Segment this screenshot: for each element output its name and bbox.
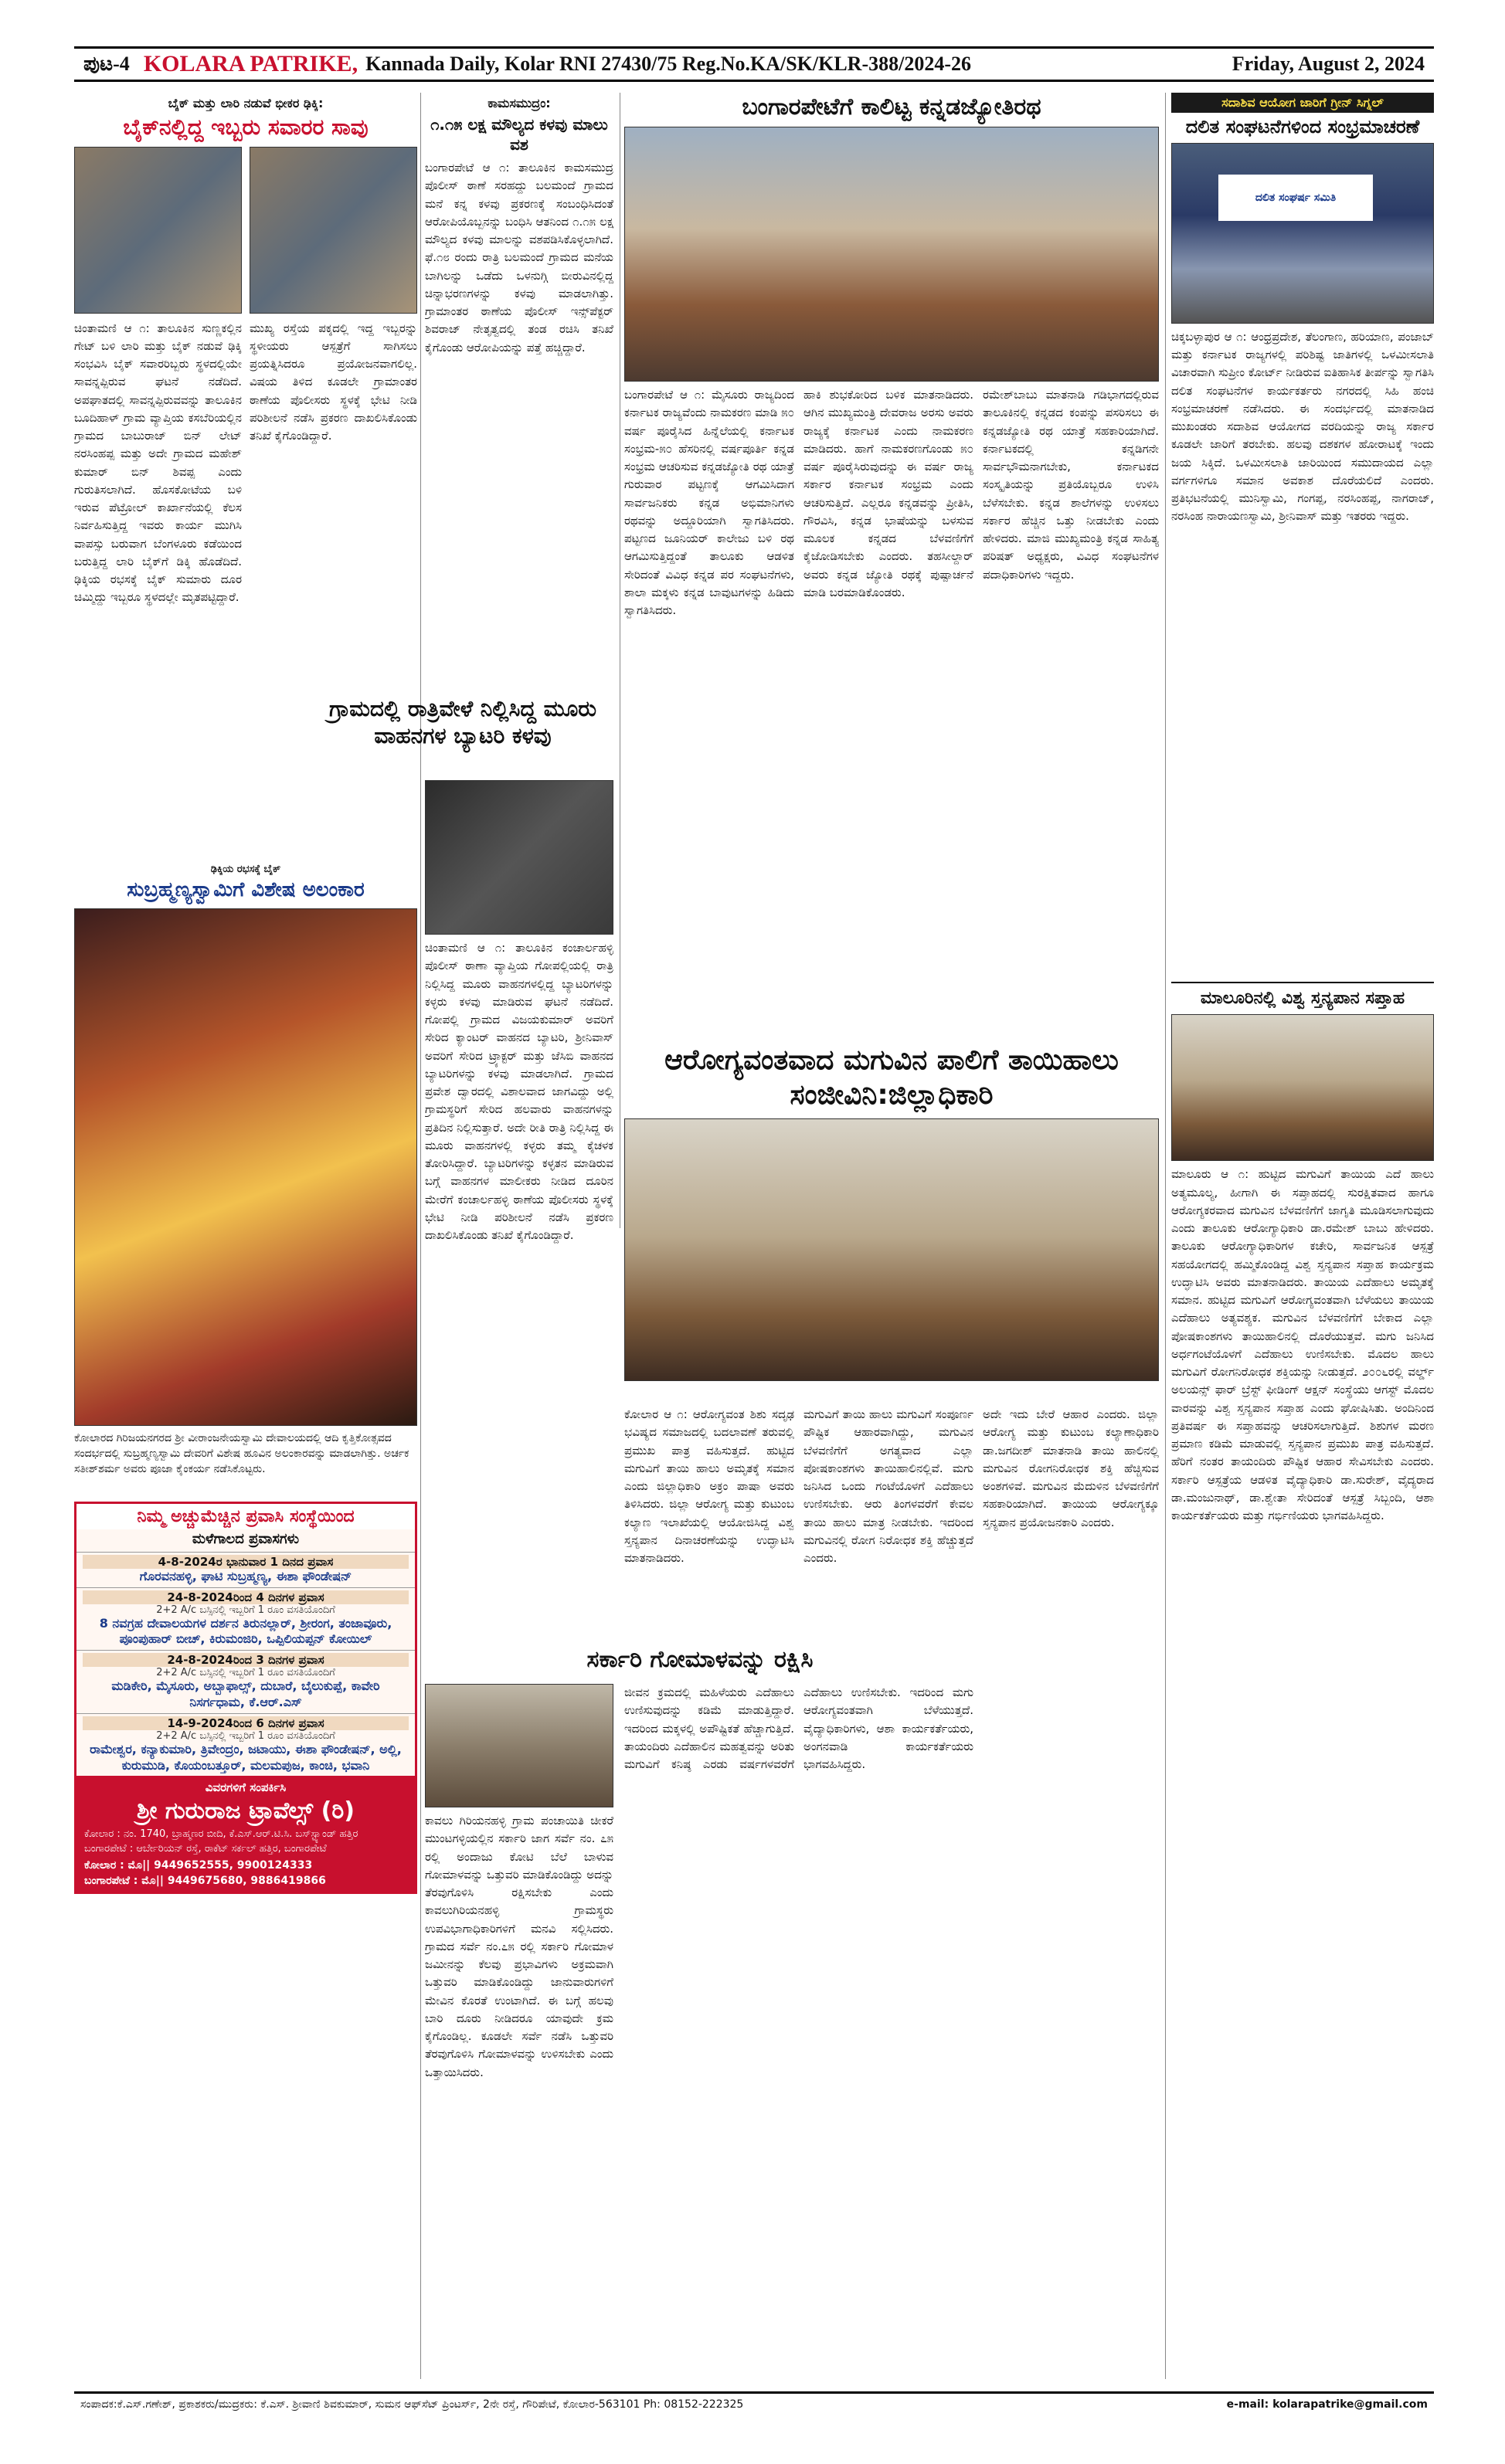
temple-headline: ಸುಬ್ರಹ್ಮಣ್ಯಸ್ವಾಮಿಗೆ ವಿಶೇಷ ಅಲಂಕಾರ [127, 877, 365, 901]
trip-date: 24-8-2024ರಿಂದ 4 ದಿನಗಳ ಪ್ರವಾಸ [83, 1590, 409, 1604]
accident-body-left: ಚಿಂತಾಮಣಿ ಆ ೧: ತಾಲೂಕಿನ ಸುಣ್ಣಕಲ್ಲಿನ ಗೇಟ್ ಬಳಿ ಲಾರಿ ಮತ್ತು ಬೈಕ್ ನಡುವೆ ಢಿಕ್ಕಿ ಸಂಭವಿಸಿ ಬೈಕ್ ಸವಾರರಿಬ್ಬರು ಸ್ಥಳದಲ್ಲಿಯೇ ಸಾವನ್ನಪ್ಪಿರುವ ಘಟನೆ ನಡೆದಿದೆ. ಅಪಘಾತದಲ್ಲಿ ಸಾವನ್ನಪ್ಪಿರುವವನ್ನು ತಾಲೂಕಿನ ಬೂದಿಹಾಳ್ ಗ್ರಾಮ ವ್ಯಾಪ್ತಿಯ ಕಸಬೆರಿಯಲ್ಲಿನ ಗ್ರಾಮದ ಬಾಬುರಾಜ್ ಬಿನ್ ಲೇಟ್ ನರಸಿಂಹಪ್ಪ ಮತ್ತು ಅದೇ ಗ್ರಾಮದ ಮಹೇಶ್ ಕುಮಾರ್ ಬಿನ್ ಶಿವಪ್ಪ ಎಂದು ಗುರುತಿಸಲಾಗಿದೆ. ಹೊಸಕೋಟೆಯ ಬಳಿ ಇರುವ ಪೆಟ್ರೋಲ್ ಕಾರ್ಖಾನೆಯಲ್ಲಿ ಕೆಲಸ ನಿರ್ವಹಿಸುತ್ತಿದ್ದ ಇವರು ಕಾರ್ಯ ಮುಗಿಸಿ ವಾಪಸ್ಸು ಬರುವಾಗ ಬೆಂಗಳೂರು ಕಡೆಯಿಂದ ಬರುತ್ತಿದ್ದ ಲಾರಿ ಬೈಕ್‌ಗೆ ಡಿಕ್ಕಿ ಹೊಡೆದಿದೆ. ಢಿಕ್ಕಿಯ ರಭಸಕ್ಕೆ ಬೈಕ್ ಸುಮಾರು ದೂರ ಚಿಮ್ಮಿದ್ದು ಇಬ್ಬರೂ ಸ್ಥಳದಲ್ಲೇ ಮೃತಪಟ್ಟಿದ್ದಾರೆ. [74, 321, 242, 605]
temple-caption: ಕೋಲಾರದ ಗಿರಿಜಯನಗರದ ಶ್ರೀ ವೀರಾಂಜನೇಯಸ್ವಾಮಿ ದೇವಾಲಯದಲ್ಲಿ ಆದಿ ಕೃತ್ತಿಕೋತ್ಸವದ ಸಂದರ್ಭದಲ್ಲಿ ಸುಬ್ರಹ್ಮಣ್ಯಸ್ವಾಮಿ ದೇವರಿಗೆ ವಿಶೇಷ ಹೂವಿನ ಅಲಂಕಾರವನ್ನು ಮಾಡಲಾಗಿತ್ತು. ಅರ್ಚಕ ಸತೀಶ್‌ಶರ್ಮ ಅವರು ಪೂಜಾ ಕೈಂಕರ್ಯ ನಡೆಸಿಕೊಟ್ಟರು. [74, 1431, 409, 1476]
breastfeeding-body-a: ಕೋಲಾರ ಆ ೧: ಆರೋಗ್ಯವಂತ ಶಿಶು ಸದೃಢ ಭವಿಷ್ಯದ ಸಮಾಜದಲ್ಲಿ ಬದಲಾವಣೆ ತರುವಲ್ಲಿ ಪ್ರಮುಖ ಪಾತ್ರ ವಹಿಸುತ್ತದೆ. ಹುಟ್ಟಿದ ಮಗುವಿಗೆ ತಾಯಿ ಹಾಲು ಅಮೃತಕ್ಕೆ ಸಮಾನ ಎಂದು ಜಿಲ್ಲಾಧಿಕಾರಿ ಅಕ್ರಂ ಪಾಷಾ ಅವರು ತಿಳಿಸಿದರು. ಜಿಲ್ಲಾ ಆರೋಗ್ಯ ಮತ್ತು ಕುಟುಂಬ ಕಲ್ಯಾಣ ಇಲಾಖೆಯಲ್ಲಿ ಆಯೋಜಿಸಿದ್ದ ವಿಶ್ವ ಸ್ತನ್ಯಪಾನ ದಿನಾಚರಣೆಯನ್ನು ಉದ್ಘಾಟಿಸಿ ಮಾತನಾಡಿದರು. [624, 1407, 794, 1565]
column-2 [425, 93, 613, 653]
battery-headline: ಗ್ರಾಮದಲ್ಲಿ ರಾತ್ರಿವೇಳೆ ನಿಲ್ಲಿಸಿದ್ದ ಮೂರು ವಾಹನಗಳ ಬ್ಯಾಟರಿ ಕಳವು [328, 696, 597, 748]
cow-shelter-body: ಕಾವಲು ಗಿರಿಯನಹಳ್ಳಿ ಗ್ರಾಮ ಪಂಚಾಯಿತಿ ಚೀಕರೆ ಮುಂಟಗಳ್ಳಿಯಲ್ಲಿನ ಸರ್ಕಾರಿ ಜಾಗ ಸರ್ವೆ ನಂ. ೭೫ ರಲ್ಲಿ ಅಂದಾಜು ಕೋಟಿ ಬೆಲೆ ಬಾಳುವ ಗೋಮಾಳವನ್ನು ಒತ್ತುವರಿ ಮಾಡಿಕೊಂಡಿದ್ದು ಅದನ್ನು ತೆರವುಗೊಳಿಸಿ ರಕ್ಷಿಸಬೇಕು ಎಂದು ಕಾವಲುಗಿರಿಯನಹಳ್ಳಿ ಗ್ರಾಮಸ್ಥರು ಉಪವಿಭಾಗಾಧಿಕಾರಿಗಳಿಗೆ ಮನವಿ ಸಲ್ಲಿಸಿದರು. ಗ್ರಾಮದ ಸರ್ವೆ ನಂ.೭೫ ರಲ್ಲಿ ಸರ್ಕಾರಿ ಗೋಮಾಳ ಜಮೀನನ್ನು ಕೆಲವು ಪ್ರಭಾವಿಗಳು ಅಕ್ರಮವಾಗಿ ಒತ್ತುವರಿ ಮಾಡಿಕೊಂಡಿದ್ದು ಜಾನುವಾರುಗಳಿಗೆ ಮೇವಿನ ಕೊರತೆ ಉಂಟಾಗಿದೆ. ಈ ಬಗ್ಗೆ ಹಲವು ಬಾರಿ ದೂರು ನೀಡಿದರೂ ಯಾವುದೇ ಕ್ರಮ ಕೈಗೊಂಡಿಲ್ಲ. ಕೂಡಲೇ ಸರ್ವೆ ನಡೆಸಿ ಒತ್ತುವರಿ ತೆರವುಗೊಳಿಸಿ ಗೋಮಾಳವನ್ನು ಉಳಿಸಬೇಕು ಎಂದು ಒತ್ತಾಯಿಸಿದರು. [425, 1814, 613, 2079]
ratha-body-a: ಬಂಗಾರಪೇಟೆ ಆ ೧: ಮೈಸೂರು ರಾಜ್ಯದಿಂದ ಕರ್ನಾಟಕ ರಾಜ್ಯವೆಂದು ನಾಮಕರಣ ಮಾಡಿ ೫೦ ವರ್ಷ ಪೂರೈಸಿದ ಹಿನ್ನೆಲೆಯಲ್ಲಿ ಕರ್ನಾಟಕ ಸಂಭ್ರಮ-೫೦ ಹೆಸರಿನಲ್ಲಿ ವರ್ಷಪೂರ್ತಿ ಕನ್ನಡ ಸಂಭ್ರಮ ಆಚರಿಸುವ ಕನ್ನಡಜ್ಯೋತಿ ರಥ ಯಾತ್ರೆ ಗುರುವಾರ ಪಟ್ಟಣಕ್ಕೆ ಆಗಮಿಸಿದಾಗ ಸಾರ್ವಜನಿಕರು ಕನ್ನಡ ಅಭಿಮಾನಿಗಳು ರಥವನ್ನು ಅದ್ದೂರಿಯಾಗಿ ಸ್ವಾಗತಿಸಿದರು. ಪಟ್ಟಣದ ಜೂನಿಯರ್ ಕಾಲೇಜು ಬಳಿ ರಥ ಆಗಮಿಸುತ್ತಿದ್ದಂತೆ ತಾಲೂಕು ಆಡಳಿತ ಸೇರಿದಂತೆ ವಿವಿಧ ಕನ್ನಡ ಪರ ಸಂಘಟನೆಗಳು, ಶಾಲಾ ಮಕ್ಕಳು ಕನ್ನಡ ಬಾವುಟಗಳನ್ನು ಹಿಡಿದು ಸ್ವಾಗತಿಸಿದರು. [624, 388, 794, 617]
battery-story [306, 695, 620, 749]
travel-ad [74, 1502, 417, 1894]
cow-shelter-body-2: ಜೀವನ ಕ್ರಮದಲ್ಲಿ ಮಹಿಳೆಯರು ಎದೆಹಾಲು ಉಣಿಸುವುದನ್ನು ಕಡಿಮೆ ಮಾಡುತ್ತಿದ್ದಾರೆ. ಇದರಿಂದ ಮಕ್ಕಳಲ್ಲಿ ಅಪೌಷ್ಟಿಕತೆ ಹೆಚ್ಚಾಗುತ್ತಿದೆ. ತಾಯಂದಿರು ಎದೆಹಾಲಿನ ಮಹತ್ವವನ್ನು ಅರಿತು ಮಗುವಿಗೆ ಕನಿಷ್ಠ ಎರಡು ವರ್ಷಗಳವರೆಗೆ ಎದೆಹಾಲು ಉಣಿಸಬೇಕು. ಇದರಿಂದ ಮಗು ಆರೋಗ್ಯವಂತವಾಗಿ ಬೆಳೆಯುತ್ತದೆ. ವೈದ್ಯಾಧಿಕಾರಿಗಳು, ಆಶಾ ಕಾರ್ಯಕರ್ತೆಯರು, ಅಂಗನವಾಡಿ ಕಾರ್ಯಕರ್ತೆಯರು ಭಾಗವಹಿಸಿದ್ದರು. [624, 1685, 973, 1771]
trip-note: 2+2 A/c ಬಸ್ಸಿನಲ್ಲಿ ಇಬ್ಬರಿಗೆ 1 ರೂಂ ವಸತಿಯೊಂದಿಗೆ [156, 1729, 335, 1742]
accident-body-right: ಮುಖ್ಯ ರಸ್ತೆಯ ಪಕ್ಕದಲ್ಲಿ ಇದ್ದ ಇಬ್ಬರನ್ನು ಸ್ಥಳೀಯರು ಆಸ್ಪತ್ರೆಗೆ ಸಾಗಿಸಲು ಪ್ರಯತ್ನಿಸಿದರೂ ಪ್ರಯೋಜನವಾಗಲಿಲ್ಲ. ವಿಷಯ ತಿಳಿದ ಕೂಡಲೇ ಗ್ರಾಮಾಂತರ ಠಾಣೆಯ ಪೊಲೀಸರು ಸ್ಥಳಕ್ಕೆ ಭೇಟಿ ನೀಡಿ ಪರಿಶೀಲನೆ ನಡೆಸಿ ಪ್ರಕರಣ ದಾಖಲಿಸಿಕೊಂಡು ತನಿಖೆ ಕೈಗೊಂಡಿದ್ದಾರೆ. [250, 321, 417, 443]
bf-week-photo [1171, 1014, 1434, 1161]
newspaper-brand: KOLARA PATRIKE, [143, 51, 358, 76]
accident-headline: ಬೈಕ್‌ನಲ್ಲಿದ್ದ ಇಬ್ಬರು ಸವಾರರ ಸಾವು [123, 114, 369, 140]
travel-ad-title: ನಿಮ್ಮ ಅಚ್ಚುಮೆಚ್ಚಿನ ಪ್ರವಾಸಿ ಸಂಸ್ಥೆಯಿಂದ [76, 1504, 415, 1529]
dalit-headline: ದಲಿತ ಸಂಘಟನೆಗಳಿಂದ ಸಂಭ್ರಮಾಚರಣೆ [1185, 116, 1420, 137]
bf-body-a-wrap [624, 1406, 794, 1638]
breastfeeding-photo [624, 1118, 1159, 1381]
vehicle-photo [425, 780, 613, 935]
cow-shelter-headline: ಸರ್ಕಾರಿ ಗೋಮಾಳವನ್ನು ರಕ್ಷಿಸಿ [586, 1646, 814, 1673]
trip-date: 24-8-2024ರಿಂದ 3 ದಿನಗಳ ಪ್ರವಾಸ [83, 1653, 409, 1667]
page-number: ಪುಟ-4 [83, 52, 130, 75]
masthead [74, 46, 1434, 82]
bf-week-body: ಮಾಲೂರು ಆ ೧: ಹುಟ್ಟಿದ ಮಗುವಿಗೆ ತಾಯಿಯ ಎದೆ ಹಾಲು ಅತ್ಯಮೂಲ್ಯ, ಹೀಗಾಗಿ ಈ ಸಪ್ತಾಹದಲ್ಲಿ ಸುರಕ್ಷಿತವಾದ ಹಾಗೂ ಆರೋಗ್ಯಕರವಾದ ಮಗುವಿನ ಬೆಳವಣಿಗೆಗೆ ಜಾಗೃತಿ ಮೂಡಿಸಲಾಗುವುದು ಎಂದು ತಾಲೂಕು ಆರೋಗ್ಯಾಧಿಕಾರಿ ಡಾ.ರಮೇಶ್ ಬಾಬು ಹೇಳಿದರು. ತಾಲೂಕು ಆರೋಗ್ಯಾಧಿಕಾರಿಗಳ ಕಚೇರಿ, ಸಾರ್ವಜನಿಕ ಆಸ್ಪತ್ರೆ ಸಹಯೋಗದಲ್ಲಿ ಹಮ್ಮಿಕೊಂಡಿದ್ದ ವಿಶ್ವ ಸ್ತನ್ಯಪಾನ ಸಪ್ತಾಹ ಕಾರ್ಯಕ್ರಮ ಉದ್ಘಾಟಿಸಿ ಅವರು ಮಾತನಾಡಿದರು. ತಾಯಿಯ ಎದೆಹಾಲು ಅಮೃತಕ್ಕೆ ಸಮಾನ. ಹುಟ್ಟಿದ ಮಗುವಿಗೆ ಆರೋಗ್ಯವಂತವಾಗಿ ಬೆಳೆಯಲು ತಾಯಿಯ ಎದೆಹಾಲು ಅತ್ಯವಶ್ಯಕ. ಮಗುವಿನ ಬೆಳವಣಿಗೆಗೆ ಬೇಕಾದ ಎಲ್ಲಾ ಪೋಷಕಾಂಶಗಳು ತಾಯಿಹಾಲಿನಲ್ಲಿ ದೊರೆಯುತ್ತವೆ. ಮಗು ಜನಿಸಿದ ಅರ್ಧಗಂಟೆಯೊಳಗೆ ಎದೆಹಾಲು ಉಣಿಸಬೇಕು. ಮೊದಲ ಹಾಲು ಮಗುವಿಗೆ ರೋಗನಿರೋಧಕ ಶಕ್ತಿಯನ್ನು ನೀಡುತ್ತದೆ. ೨೦೦೬ರಲ್ಲಿ ವರ್ಲ್ಡ್ ಅಲಯನ್ಸ್ ಫಾರ್ ಬ್ರೆಸ್ಟ್ ಫೀಡಿಂಗ್ ಆಕ್ಷನ್ ಸಂಸ್ಥೆಯು ಆಗಸ್ಟ್ ಮೊದಲ ವಾರವನ್ನು ವಿಶ್ವ ಸ್ತನ್ಯಪಾನ ಸಪ್ತಾಹ ಎಂದು ಘೋಷಿಸಿತು. ಅಂದಿನಿಂದ ಪ್ರತಿವರ್ಷ ಈ ಸಪ್ತಾಹವನ್ನು ಆಚರಿಸಲಾಗುತ್ತಿದೆ. ಶಿಶುಗಳ ಮರಣ ಪ್ರಮಾಣ ಕಡಿಮೆ ಮಾಡುವಲ್ಲಿ ಸ್ತನ್ಯಪಾನ ಪ್ರಮುಖ ಪಾತ್ರ ವಹಿಸುತ್ತದೆ. ಹೆರಿಗೆ ನಂತರ ತಾಯಂದಿರು ಪೌಷ್ಟಿಕ ಆಹಾರ ಸೇವಿಸಬೇಕು ಎಂದರು. ಸರ್ಕಾರಿ ಆಸ್ಪತ್ರೆಯ ಆಡಳಿತ ವೈದ್ಯಾಧಿಕಾರಿ ಡಾ.ಸುರೇಶ್, ವೈದ್ಯರಾದ ಡಾ.ಮಂಜುನಾಥ್, ಡಾ.ಶ್ವೇತಾ ಸೇರಿದಂತೆ ಆಸ್ಪತ್ರೆ ಸಿಬ್ಬಂದಿ, ಆಶಾ ಕಾರ್ಯಕರ್ತೆಯರು ಮತ್ತು ಗರ್ಭಿಣಿಯರು ಭಾಗವಹಿಸಿದ್ದರು. [1171, 1167, 1434, 1523]
publisher-info: ಸಂಪಾದಕ:ಕೆ.ಎಸ್.ಗಣೇಶ್, ಪ್ರಕಾಶಕರು/ಮುದ್ರಕರು: ಕೆ.ಎಸ್. ಶ್ರೀವಾಣಿ ಶಿವಕುಮಾರ್, ಸುಮನ ಆಫ್‌ಸೆಟ್ ಪ್ರಿಂಟರ್ಸ್, 2ನೇ ರಸ್ತೆ, ಗೌರಿಪೇಟೆ, ಕೋಲಾರ-563101 Ph: 08152-222325 [80, 2398, 744, 2411]
ratha-headline: ಬಂಗಾರಪೇಟೆಗೆ ಕಾಲಿಟ್ಟ ಕನ್ನಡಜ್ಯೋತಿರಥ [742, 93, 1041, 120]
breastfeeding-story [624, 1043, 1159, 1381]
trip-places: ಗೊರವನಹಳ್ಳಿ, ಘಾಟಿ ಸುಬ್ರಹ್ಮಣ್ಯ, ಈಶಾ ಫೌಂಡೇಷನ್ [139, 1568, 352, 1583]
ratha-body-b: ಹಾಕಿ ಶುಭಕೋರಿದ ಬಳಿಕ ಮಾತನಾಡಿದರು. ಆಗಿನ ಮುಖ್ಯಮಂತ್ರಿ ದೇವರಾಜ ಅರಸು ಅವರು ರಾಜ್ಯಕ್ಕೆ ಕರ್ನಾಟಕ ಎಂದು ನಾಮಕರಣ ಮಾಡಿದರು. ಹಾಗೆ ನಾಮಕರಣಗೊಂಡು ೫೦ ವರ್ಷ ಪೂರೈಸಿರುವುದನ್ನು ಈ ವರ್ಷ ರಾಜ್ಯ ಸರ್ಕಾರ ಕರ್ನಾಟಕ ಸಂಭ್ರಮ ಎಂದು ಆಚರಿಸುತ್ತಿದೆ. ಎಲ್ಲರೂ ಕನ್ನಡವನ್ನು ಪ್ರೀತಿಸಿ, ಗೌರವಿಸಿ, ಕನ್ನಡ ಭಾಷೆಯನ್ನು ಬಳಸುವ ಮೂಲಕ ಕನ್ನಡದ ಬೆಳವಣಿಗೆಗೆ ಕೈಜೋಡಿಸಬೇಕು ಎಂದರು. ತಹಸೀಲ್ದಾರ್ ಅವರು ಕನ್ನಡ ಜ್ಯೋತಿ ರಥಕ್ಕೆ ಪುಷ್ಪಾರ್ಚನೆ ಮಾಡಿ ಬರಮಾಡಿಕೊಂಡರು. [803, 388, 973, 599]
ratha-body-c: ರಮೇಶ್‌ಬಾಬು ಮಾತನಾಡಿ ಗಡಿಭಾಗದಲ್ಲಿರುವ ತಾಲೂಕಿನಲ್ಲಿ ಕನ್ನಡದ ಕಂಪನ್ನು ಪಸರಿಸಲು ಈ ಕನ್ನಡಜ್ಯೋತಿ ರಥ ಯಾತ್ರೆ ಸಹಕಾರಿಯಾಗಿದೆ. ಕರ್ನಾಟಕದಲ್ಲಿ ಕನ್ನಡಿಗನೇ ಸಾರ್ವಭೌಮನಾಗಬೇಕು, ಕರ್ನಾಟಕದ ಸಂಸ್ಕೃತಿಯನ್ನು ಪ್ರತಿಯೊಬ್ಬರೂ ಉಳಿಸಿ ಬೆಳೆಸಬೇಕು. ಕನ್ನಡ ಶಾಲೆಗಳನ್ನು ಉಳಿಸಲು ಸರ್ಕಾರ ಹೆಚ್ಚಿನ ಒತ್ತು ನೀಡಬೇಕು ಎಂದು ಹೇಳಿದರು. ಮಾಜಿ ಮುಖ್ಯಮಂತ್ರಿ ಕನ್ನಡ ಸಾಹಿತ್ಯ ಪರಿಷತ್ ಅಧ್ಯಕ್ಷರು, ವಿವಿಧ ಸಂಘಟನೆಗಳ ಪದಾಧಿಕಾರಿಗಳು ಇದ್ದರು. [983, 388, 1159, 582]
trip-places: ಮಡಿಕೇರಿ, ಮೈಸೂರು, ಅಬ್ಬಾಫಾಲ್ಸ್, ದುಬಾರೆ, ಬೈಲುಕುಪ್ಪೆ, ಕಾವೇರಿ ನಿಸರ್ಗಧಾಮ, ಕೆ.ಆರ್.ಎಸ್ [111, 1678, 380, 1709]
trip-places: ರಾಮೇಶ್ವರ, ಕನ್ಯಾಕುಮಾರಿ, ತ್ರಿವೇಂದ್ರಂ, ಜಟಾಯು, ಈಶಾ ಫೌಂಡೇಷನ್, ಅಲ್ಲಿ, ಕುರುಮುಡಿ, ಕೊಯಂಬತ್ತೂರ್, ಮಲಮಪುಜ, ಕಾಂಚಿ, ಭವಾನಿ [90, 1741, 402, 1773]
column-4 [1171, 93, 1434, 2371]
trip-2 [76, 1587, 415, 1651]
trip-places: 8 ನವಗ್ರಹ ದೇವಾಲಯಗಳ ದರ್ಶನ ತಿರುನಲ್ಲಾರ್, ಶ್ರೀರಂಗ, ತಂಜಾವೂರು, ಪೂಂಪುಹಾರ್ ಬೀಚ್, ಕಿರುಮಂಜಿರಿ, ಒಪ್ಪಿಲಿಯಪ್ಪನ್ ಕೋಯಿಲ್ [99, 1615, 392, 1647]
newspaper-page [74, 46, 1434, 2416]
column-3 [624, 93, 1159, 382]
breastfeeding-body-b: ಮಗುವಿಗೆ ತಾಯಿ ಹಾಲು ಮಗುವಿಗೆ ಸಂಪೂರ್ಣ ಪೌಷ್ಟಿಕ ಆಹಾರವಾಗಿದ್ದು, ಮಗುವಿನ ಬೆಳವಣಿಗೆಗೆ ಅಗತ್ಯವಾದ ಎಲ್ಲಾ ಪೋಷಕಾಂಶಗಳು ತಾಯಿಹಾಲಿನಲ್ಲಿವೆ. ಮಗು ಜನಿಸಿದ ಒಂದು ಗಂಟೆಯೊಳಗೆ ಎದೆಹಾಲು ಉಣಿಸಬೇಕು. ಆರು ತಿಂಗಳವರೆಗೆ ಕೇವಲ ತಾಯಿ ಹಾಲು ಮಾತ್ರ ನೀಡಬೇಕು. ಇದರಿಂದ ಮಗುವಿನಲ್ಲಿ ರೋಗ ನಿರೋಧಕ ಶಕ್ತಿ ಹೆಚ್ಚುತ್ತದೆ ಎಂದರು. [803, 1407, 973, 1565]
battery-story-body [425, 780, 613, 1835]
dalit-rally-photo [1171, 143, 1434, 324]
theft-kicker: ಕಾಮಸಮುದ್ರಂ: [488, 96, 551, 110]
rally-banner: ದಲಿತ ಸಂಘರ್ಷ ಸಮಿತಿ [1218, 175, 1373, 221]
victim-photo-2 [250, 147, 417, 314]
trip-1 [76, 1552, 415, 1587]
agency-name: ಶ್ರೀ ಗುರುರಾಜ ಟ್ರಾವೆಲ್ಸ್ (ರಿ) [137, 1797, 355, 1825]
bf-week-headline: ಮಾಲೂರಿನಲ್ಲಿ ವಿಶ್ವ ಸ್ತನ್ಯಪಾನ ಸಪ್ತಾಹ [1200, 988, 1405, 1008]
ratha-body-c-wrap [983, 386, 1159, 1035]
footer [74, 2391, 1434, 2415]
breastfeeding-headline: ಆರೋಗ್ಯವಂತವಾದ ಮಗುವಿನ ಪಾಲಿಗೆ ತಾಯಿಹಾಲು ಸಂಜೀವಿನಿ:ಜಿಲ್ಲಾಧಿಕಾರಿ [664, 1044, 1119, 1111]
agency-block [76, 1776, 415, 1891]
agency-phone-bangarapet: ಬಂಗಾರಪೇಟೆ : ಮೊ|| 9449675680, 9886419866 [84, 1874, 326, 1887]
trip-date: 4-8-2024ರ ಭಾನುವಾರ 1 ದಿನದ ಪ್ರವಾಸ [83, 1555, 409, 1569]
trip-note: 2+2 A/c ಬಸ್ಸಿನಲ್ಲಿ ಇಬ್ಬರಿಗೆ 1 ರೂಂ ವಸತಿಯೊಂದಿಗೆ [156, 1604, 335, 1616]
breastfeeding-body-c: ಅದೇ ಇದು ಬೇರೆ ಆಹಾರ ಎಂದರು. ಜಿಲ್ಲಾ ಆರೋಗ್ಯ ಮತ್ತು ಕುಟುಂಬ ಕಲ್ಯಾಣಾಧಿಕಾರಿ ಡಾ.ಜಗದೀಶ್ ಮಾತನಾಡಿ ತಾಯಿ ಹಾಲಿನಲ್ಲಿ ಮಗುವಿನ ರೋಗನಿರೋಧಕ ಶಕ್ತಿ ಹೆಚ್ಚಿಸುವ ಅಂಶಗಳಿವೆ. ಮಗುವಿನ ಮೆದುಳಿನ ಬೆಳವಣಿಗೆಗೆ ಸಹಕಾರಿಯಾಗಿದೆ. ತಾಯಿಯ ಆರೋಗ್ಯಕ್ಕೂ ಸ್ತನ್ಯಪಾನ ಪ್ರಯೋಜನಕಾರಿ ಎಂದರು. [983, 1407, 1159, 1529]
theft-headline: ೧.೧೫ ಲಕ್ಷ ಮೌಲ್ಯದ ಕಳವು ಮಾಲು ವಶ [430, 115, 608, 154]
travel-ad-subtitle: ಮಳೆಗಾಲದ ಪ್ರವಾಸಗಳು [192, 1530, 300, 1547]
ratha-body-b-wrap [803, 386, 973, 1035]
issue-date: Friday, August 2, 2024 [1232, 53, 1425, 75]
accident-kicker: ಬೈಕ್ ಮತ್ತು ಲಾರಿ ನಡುವೆ ಭೀಕರ ಢಿಕ್ಕಿ: [168, 96, 324, 110]
cow-shelter-story [425, 1645, 975, 1675]
registration-info: Kannada Daily, Kolar RNI 27430/75 Reg.No.KA/SK/KLR-388/2024-26 [365, 53, 971, 75]
battery-body: ಚಿಂತಾಮಣಿ ಆ ೧: ತಾಲೂಕಿನ ಕಂಚಾರ್ಲಹಳ್ಳಿ ಪೊಲೀಸ್ ಠಾಣಾ ವ್ಯಾಪ್ತಿಯ ಗೋಪಲ್ಲಿಯಲ್ಲಿ ರಾತ್ರಿ ನಿಲ್ಲಿಸಿದ್ದ ಮೂರು ವಾಹನಗಳಲ್ಲಿದ್ದ ಬ್ಯಾಟರಿಗಳನ್ನು ಕಳ್ಳರು ಕಳವು ಮಾಡಿರುವ ಘಟನೆ ನಡೆದಿದೆ. ಗೋಪಲ್ಲಿ ಗ್ರಾಮದ ವಿಜಯಕುಮಾರ್ ಅವರಿಗೆ ಸೇರಿದ ಕ್ಯಾಂಟರ್ ವಾಹನದ ಬ್ಯಾಟರಿ, ಶ್ರೀನಿವಾಸ್ ಅವರಿಗೆ ಸೇರಿದ ಟ್ರ್ಯಾಕ್ಟರ್ ಮತ್ತು ಜೆಸಿಬಿ ವಾಹನದ ಬ್ಯಾಟರಿಗಳನ್ನು ಕಳವು ಮಾಡಲಾಗಿದೆ. ಗ್ರಾಮದ ಪ್ರವೇಶ ದ್ವಾರದಲ್ಲಿ ವಿಶಾಲವಾದ ಜಾಗವಿದ್ದು ಅಲ್ಲಿ ಗ್ರಾಮಸ್ಥರಿಗೆ ಸೇರಿದ ಹಲವಾರು ವಾಹನಗಳನ್ನು ಪ್ರತಿದಿನ ನಿಲ್ಲಿಸುತ್ತಾರೆ. ಅದೇ ರೀತಿ ರಾತ್ರಿ ನಿಲ್ಲಿಸಿದ್ದ ಈ ಮೂರು ವಾಹನಗಳಲ್ಲಿ ಕಳ್ಳರು ತಮ್ಮ ಕೈಚಳಕ ತೋರಿಸಿದ್ದಾರೆ. ಬ್ಯಾಟರಿಗಳನ್ನು ಕಳ್ಳತನ ಮಾಡಿರುವ ಬಗ್ಗೆ ವಾಹನಗಳ ಮಾಲೀಕರು ನೀಡಿದ ದೂರಿನ ಮೇರೆಗೆ ಕಂಚಾರ್ಲಹಳ್ಳಿ ಠಾಣೆಯ ಪೊಲೀಸರು ಸ್ಥಳಕ್ಕೆ ಭೇಟಿ ನೀಡಿ ಪರಿಶೀಲನೆ ನಡೆಸಿ ಪ್ರಕರಣ ದಾಖಲಿಸಿಕೊಂಡು ತನಿಖೆ ಕೈಗೊಂಡಿದ್ದಾರೆ. [425, 941, 613, 1242]
deity-photo [74, 908, 417, 1426]
dalit-body: ಚಿಕ್ಕಬಳ್ಳಾಪುರ ಆ ೧: ಆಂಧ್ರಪ್ರದೇಶ, ತೆಲಂಗಾಣ, ಹರಿಯಾಣ, ಪಂಜಾಬ್ ಮತ್ತು ಕರ್ನಾಟಕ ರಾಜ್ಯಗಳಲ್ಲಿ ಪರಿಶಿಷ್ಟ ಜಾತಿಗಳಲ್ಲಿ ಒಳಮೀಸಲಾತಿ ವಿಚಾರವಾಗಿ ಸುಪ್ರೀಂ ಕೋರ್ಟ್ ನೀಡಿರುವ ಐತಿಹಾಸಿಕ ತೀರ್ಪನ್ನು ಸ್ವಾಗತಿಸಿ ದಲಿತ ಸಂಘಟನೆಗಳ ಕಾರ್ಯಕರ್ತರು ನಗರದಲ್ಲಿ ಸಿಹಿ ಹಂಚಿ ಸಂಭ್ರಮಾಚರಣೆ ನಡೆಸಿದರು. ಈ ಸಂದರ್ಭದಲ್ಲಿ ಮಾತನಾಡಿದ ಮುಖಂಡರು ಸದಾಶಿವ ಆಯೋಗದ ವರದಿಯನ್ನು ರಾಜ್ಯ ಸರ್ಕಾರ ಕೂಡಲೇ ಜಾರಿಗೆ ತರಬೇಕು. ಹಲವು ದಶಕಗಳ ಹೋರಾಟಕ್ಕೆ ಇಂದು ಜಯ ಸಿಕ್ಕಿದೆ. ಒಳಮೀಸಲಾತಿ ಜಾರಿಯಿಂದ ಸಮುದಾಯದ ಎಲ್ಲಾ ವರ್ಗಗಳಿಗೂ ಸಮಾನ ಅವಕಾಶ ದೊರೆಯಲಿದೆ ಎಂದರು. ಪ್ರತಿಭಟನೆಯಲ್ಲಿ ಮುನಿಸ್ವಾಮಿ, ಗಂಗಪ್ಪ, ನರಸಿಂಹಪ್ಪ, ನಾಗರಾಜ್, ನರಸಿಂಹ ನಾರಾಯಣಸ್ವಾಮಿ, ಶ್ರೀನಿವಾಸ್ ಮತ್ತು ಇತರರು ಇದ್ದರು. [1171, 329, 1434, 524]
ratha-photo [624, 127, 1159, 382]
column-1 [74, 93, 417, 1894]
trip-date: 14-9-2024ರಿಂದ 6 ದಿನಗಳ ಪ್ರವಾಸ [83, 1716, 409, 1730]
memorandum-photo [425, 1684, 613, 1807]
victim-photo-1 [74, 147, 242, 314]
agency-phone-kolar: ಕೋಲಾರ : ಮೊ|| 9449652555, 9900124333 [84, 1858, 313, 1872]
trip-3 [76, 1650, 415, 1713]
contact-label: ವಿವರಗಳಿಗೆ ಸಂಪರ್ಕಿಸಿ [205, 1780, 287, 1795]
cow-shelter-extra [624, 1684, 973, 2364]
trip-note: 2+2 A/c ಬಸ್ಸಿನಲ್ಲಿ ಇಬ್ಬರಿಗೆ 1 ರೂಂ ವಸತಿಯೊಂದಿಗೆ [156, 1667, 335, 1679]
theft-body: ಬಂಗಾರಪೇಟೆ ಆ ೧: ತಾಲೂಕಿನ ಕಾಮಸಮುದ್ರ ಪೊಲೀಸ್ ಠಾಣೆ ಸರಹದ್ದು ಬಲಮಂದೆ ಗ್ರಾಮದ ಮನೆ ಕನ್ನ ಕಳವು ಪ್ರಕರಣಕ್ಕೆ ಸಂಬಂಧಿಸಿದಂತೆ ಆರೋಪಿಯೊಬ್ಬನನ್ನು ಬಂಧಿಸಿ ಆತನಿಂದ ೧.೧೫ ಲಕ್ಷ ಮೌಲ್ಯದ ಕಳವು ಮಾಲನ್ನು ವಶಪಡಿಸಿಕೊಳ್ಳಲಾಗಿದೆ. ಫೆ.೧೮ ರಂದು ರಾತ್ರಿ ಬಲಮಂದೆ ಗ್ರಾಮದ ಮನೆಯ ಬಾಗಿಲನ್ನು ಒಡೆದು ಒಳನುಗ್ಗಿ ಬೀರುವಿನಲ್ಲಿದ್ದ ಚಿನ್ನಾಭರಣಗಳನ್ನು ಕಳವು ಮಾಡಲಾಗಿತ್ತು. ಗ್ರಾಮಾಂತರ ಠಾಣೆಯ ಪೊಲೀಸ್ ಇನ್ಸ್‌ಪೆಕ್ಟರ್ ಶಿವರಾಜ್ ನೇತೃತ್ವದಲ್ಲಿ ತಂಡ ರಚಿಸಿ ತನಿಖೆ ಕೈಗೊಂಡು ಆರೋಪಿಯನ್ನು ಪತ್ತೆ ಹಚ್ಚಿದ್ದಾರೆ. [425, 161, 613, 355]
dalit-kicker: ಸದಾಶಿವ ಆಯೋಗ ಜಾರಿಗೆ ಗ್ರೀನ್ ಸಿಗ್ನಲ್ [1171, 93, 1434, 113]
bf-body-c-wrap [983, 1406, 1159, 2364]
temple-kicker: ಢಿಕ್ಕಿಯ ರಭಸಕ್ಕೆ ಬೈಕ್ [210, 863, 281, 875]
bf-body-b-wrap [803, 1406, 973, 1638]
agency-address-bangarapet: ಬಂಗಾರಪೇಟೆ : ಆರ್ಬೇರಿಯನ್ ರಸ್ತೆ, ರಾಕೆಟ್ ಸರ್ಕಲ್ ಹತ್ತಿರ, ಬಂಗಾರಪೇಟೆ [84, 1842, 327, 1855]
contact-email: e-mail: kolarapatrike@gmail.com [1226, 2398, 1428, 2411]
cow-shelter-photo-wrap [425, 1684, 613, 2353]
ratha-body-a-wrap [624, 386, 794, 1035]
trip-4 [76, 1713, 415, 1777]
agency-address-kolar: ಕೋಲಾರ : ನಂ. 1740, ಬ್ರಾಹ್ಮಣರ ಬೀದಿ, ಕೆ.ಎಸ್.ಆರ್.ಟಿ.ಸಿ. ಬಸ್‌ಸ್ಟ್ಯಾಂಡ್ ಹತ್ತಿರ [84, 1828, 358, 1841]
